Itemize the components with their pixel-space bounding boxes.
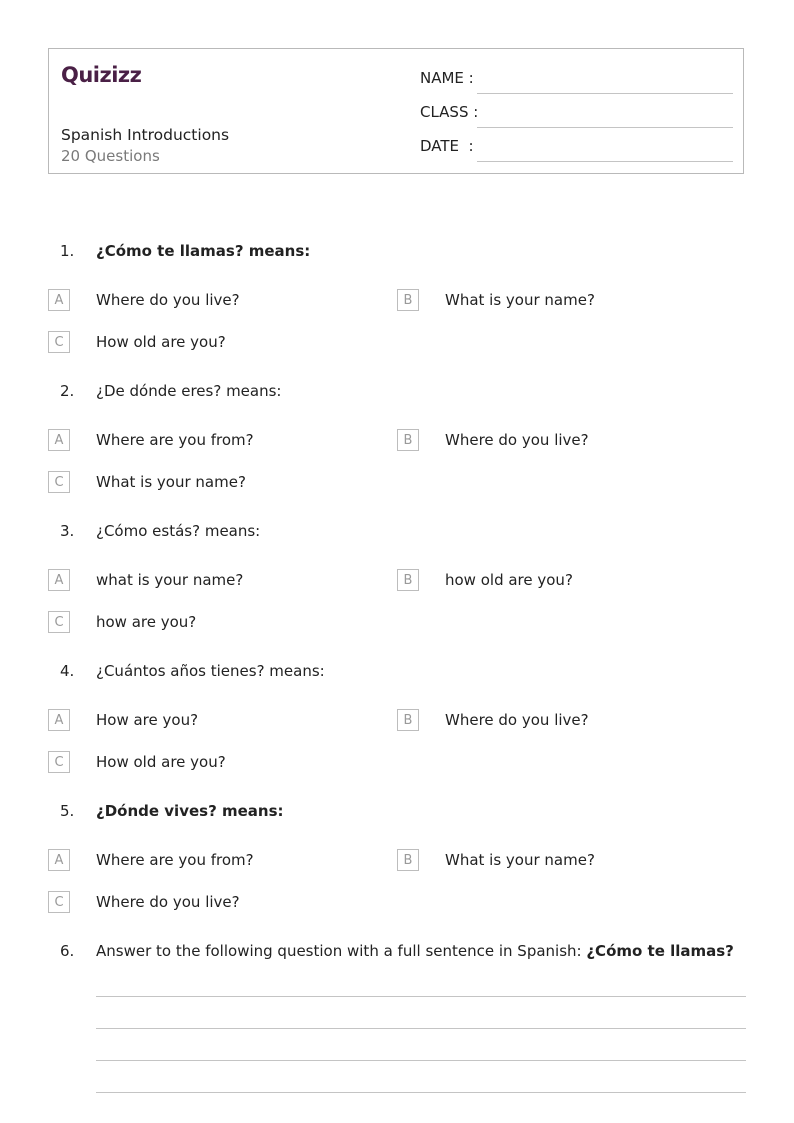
class-line[interactable] <box>477 127 733 128</box>
option-text: How old are you? <box>96 753 226 771</box>
option-text: what is your name? <box>96 571 244 589</box>
option-letter-box: C <box>48 611 70 633</box>
option-letter-box: B <box>397 569 419 591</box>
answer-line-4[interactable] <box>96 1092 746 1093</box>
class-field <box>420 103 733 121</box>
option-text: how are you? <box>96 613 197 631</box>
question-text-plain: Answer to the following question with a full sentence in Spanish: <box>96 942 587 960</box>
question-text <box>96 942 734 960</box>
option-letter-box: A <box>48 709 70 731</box>
question-number: 2. <box>60 382 75 400</box>
option-text: How old are you? <box>96 333 226 351</box>
worksheet-title: Spanish Introductions <box>61 126 230 144</box>
question-text: ¿Dónde vives? means: <box>96 802 284 820</box>
question-number: 1. <box>60 242 75 260</box>
option-text: Where do you live? <box>445 711 589 729</box>
quizizz-logo <box>61 61 153 93</box>
question-count: 20 Questions <box>61 147 160 165</box>
option-letter-box: A <box>48 429 70 451</box>
option-letter-box: B <box>397 849 419 871</box>
option-text: Where do you live? <box>96 893 240 911</box>
date-field <box>420 137 733 155</box>
class-label: CLASS : <box>420 103 479 121</box>
question-text: ¿De dónde eres? means: <box>96 382 282 400</box>
worksheet-header <box>48 48 744 174</box>
option-letter-box: A <box>48 849 70 871</box>
question-number: 5. <box>60 802 75 820</box>
option-letter-box: B <box>397 709 419 731</box>
date-line[interactable] <box>477 161 733 162</box>
option-text: What is your name? <box>96 473 246 491</box>
answer-line-3[interactable] <box>96 1060 746 1061</box>
option-text: Where are you from? <box>96 431 254 449</box>
option-text: What is your name? <box>445 851 595 869</box>
option-letter-box: C <box>48 891 70 913</box>
svg-text:Quizizz: Quizizz <box>61 63 142 87</box>
question-number: 3. <box>60 522 75 540</box>
answer-line-2[interactable] <box>96 1028 746 1029</box>
option-letter-box: A <box>48 569 70 591</box>
quizizz-logo-icon <box>61 61 153 89</box>
name-field <box>420 69 733 87</box>
option-letter-box: C <box>48 751 70 773</box>
option-text: Where are you from? <box>96 851 254 869</box>
option-text: how old are you? <box>445 571 573 589</box>
option-letter-box: C <box>48 471 70 493</box>
option-text: How are you? <box>96 711 199 729</box>
question-text: ¿Cómo te llamas? means: <box>96 242 311 260</box>
question-number: 6. <box>60 942 75 960</box>
option-letter-box: A <box>48 289 70 311</box>
date-label: DATE : <box>420 137 474 155</box>
name-label: NAME : <box>420 69 474 87</box>
option-text: What is your name? <box>445 291 595 309</box>
question-number: 4. <box>60 662 75 680</box>
option-letter-box: C <box>48 331 70 353</box>
name-line[interactable] <box>477 93 733 94</box>
answer-line-1[interactable] <box>96 996 746 997</box>
question-text: ¿Cuántos años tienes? means: <box>96 662 325 680</box>
option-letter-box: B <box>397 289 419 311</box>
question-text-bold: ¿Cómo te llamas? <box>586 942 734 960</box>
option-text: Where do you live? <box>96 291 240 309</box>
question-text: ¿Cómo estás? means: <box>96 522 261 540</box>
option-letter-box: B <box>397 429 419 451</box>
option-text: Where do you live? <box>445 431 589 449</box>
